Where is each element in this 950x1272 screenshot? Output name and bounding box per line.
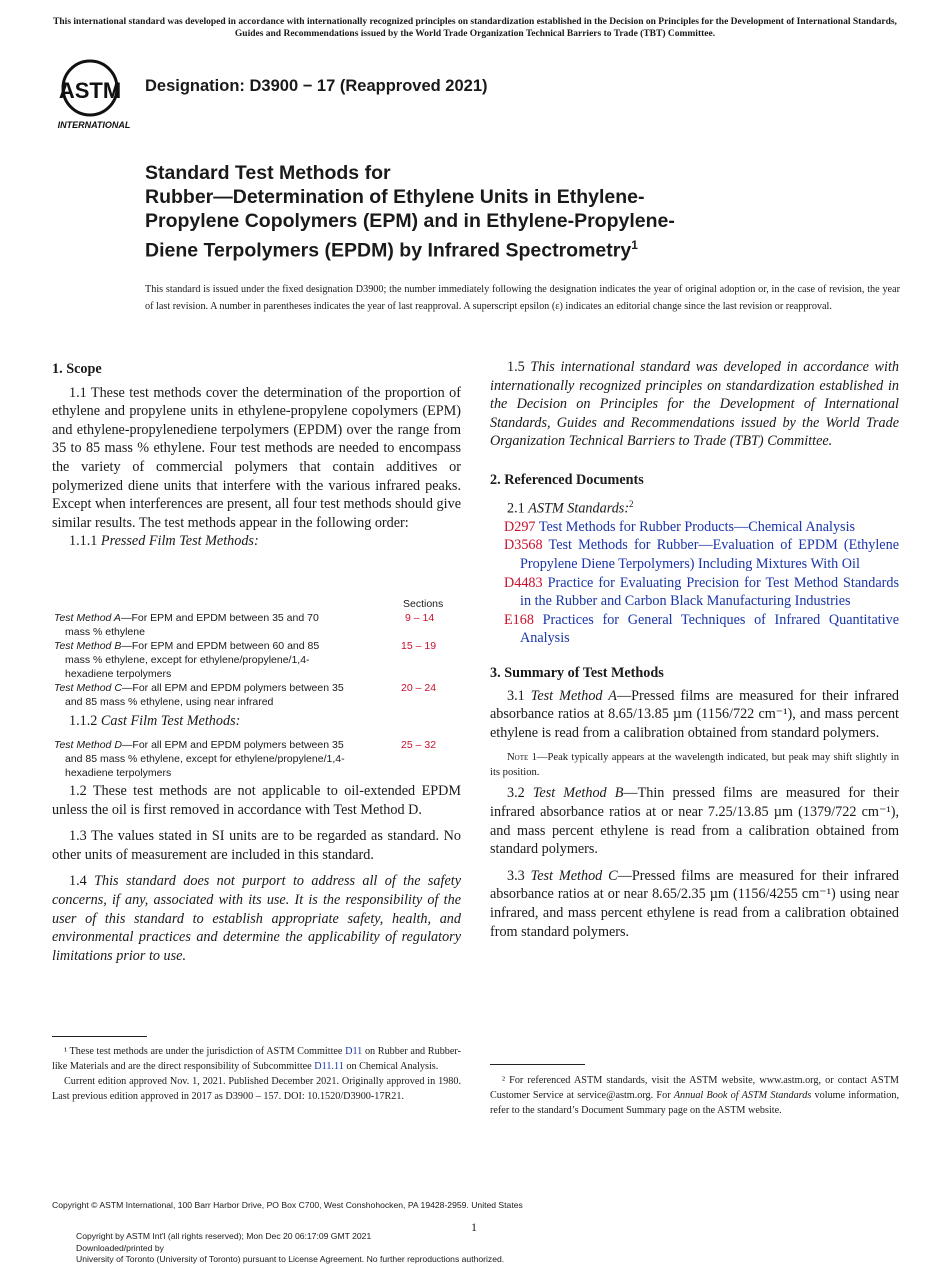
method-d-row: Test Method D—For all EPM and EPDM polymers between 35 and 85 mass % ethylene, except for ethylene/propylene/1,4- hexadiene terpolymers 25 – 32 <box>54 739 437 779</box>
astm-logo <box>54 58 134 132</box>
right-column <box>490 358 899 941</box>
footnote-1: ¹ These test methods are under the jurisdiction of ASTM Committee D11 on Rubber and Rubber-like Materials and are the direct responsibility of Subcommittee D11.11 on Chemical Analysis. Current edition approved Nov. 1, 2021. Published December 2021. Originally approved in 1980. Last previous edition approved in 2017 as D3900 – 157. DOI: 10.1520/D3900-17R21. <box>52 1046 461 1102</box>
summary-heading: 3. Summary of Test Methods <box>490 665 664 682</box>
intro-paragraph: This standard is issued under the fixed designation D3900; the number immediately following the designation indicates the year of original adoption or, in the case of revision, the year of last revision. A number in parentheses indicates the year of last reapproval. A superscript epsilon (ε) indicates an editorial change since the last revision or reapproval. <box>145 284 900 312</box>
referenced-documents-heading: 2. Referenced Documents <box>490 471 644 488</box>
reference-list <box>490 518 899 648</box>
paragraph-1-5: 1.5 This international standard was developed in accordance with internationally recognized principles on standardization established in the Decision on Principles for the Development of International Standards, Guides and Recommendations issued by the World Trade Organization Technical Barriers to Trade (TBT) Committee. <box>490 359 899 450</box>
top-notice: This international standard was developed in accordance with internationally recognized principles on standardization established in the Decision on Principles for the Development of International Standards, Guides and Recommendations issued by the World Trade Organization Technical Barriers to Trade (TBT) Committee. <box>53 17 897 39</box>
paragraph-1-3: 1.3 The values stated in SI units are to be regarded as standard. No other units of measurement are included in this standard. <box>52 828 461 863</box>
paragraph-3-2: 3.2 Test Method B—Thin pressed films are measured for their infrared absorbance ratios at or near 7.25/13.85 µm (1379/722 cm⁻¹), and mass percent ethylene is read from a calibration obtained from standard polymers. <box>490 785 899 858</box>
scope-heading: 1. Scope <box>52 361 102 377</box>
paragraph-1-1: 1.1 These test methods cover the determination of the proportion of ethylene and propylene units in ethylene-propylene copolymers (EPM) and ethylene-propylenediene terpolymers (EPDM) over the range from 35 to 85 mass % ethylene. Four test methods are needed to encompass the variety of commercial polymers that contain additives or polymerized diene units that interfere with the various infrared peaks. Except when interferences are present, all four test methods should give similar results. The test methods appear in the following order: <box>52 384 461 531</box>
page-title: Standard Test Methods for Rubber—Determination of Ethylene Units in Ethylene- Propylene Copolymers (EPM) and in Ethylene-Propylene- Diene Terpolymers (EPDM) by Infrared Spectrometry$^1$ <box>145 162 675 262</box>
paragraph-2-1: 2.1 ASTM Standards:$^2$ <box>507 498 634 517</box>
ref-d3568[interactable]: D3568 Test Methods for Rubber—Evaluation of EPDM (Ethylene Propylene Diene Terpolymers) Including Mixtures With Oil <box>504 537 899 573</box>
note-1: Note 1—Peak typically appears at the wavelength indicated, but peak may shift slightly in its position. <box>490 752 899 779</box>
link-d11-11[interactable]: D11.11 <box>314 1061 344 1072</box>
paragraph-1-4: 1.4 This standard does not purport to address all of the safety concerns, if any, associated with its use. It is the responsibility of the user of this standard to establish appropriate safety, health, and environmental practices and determine the applicability of regulatory limitations prior to use. <box>52 873 461 964</box>
method-c-row: Test Method C—For all EPM and EPDM polymers between 35 and 85 mass % ethylene, using near infrared 20 – 24 <box>54 682 437 708</box>
footnote-2: ² For referenced ASTM standards, visit the ASTM website, www.astm.org, or contact ASTM Customer Service at service@astm.org. For Annual Book of ASTM Standards volume information, refer to the standard’s Document Summary page on the ASTM website. <box>490 1075 899 1116</box>
download-notice: Copyright by ASTM Int'l (all rights reserved); Mon Dec 20 06:17:09 GMT 2021 Downloaded/printed by University of Toronto (University of Toronto) pursuant to License Agreement. No further reproductions authorized. <box>76 1231 505 1264</box>
copyright-line: Copyright © ASTM International, 100 Barr Harbor Drive, PO Box C700, West Conshohocken, PA 19428-2959. United States <box>52 1200 523 1210</box>
method-a-row: Test Method A—For EPM and EPDM between 35 and 70 mass % ethylene 9 – 14 <box>54 612 435 638</box>
footnote-rule-right <box>490 1064 585 1065</box>
title-footnote-mark: 1 <box>631 238 638 252</box>
paragraph-3-3: 3.3 Test Method C—Pressed films are measured for their infrared absorbance ratios at or near 8.65/2.35 µm (1156/4255 cm⁻¹) using near infrared, and mass percent ethylene is read from a calibration obtained from standard polymers. <box>490 867 899 940</box>
paragraph-3-1: 3.1 Test Method A—Pressed films are measured for their infrared absorbance ratios at 8.65/13.85 µm (1156/722 cm⁻¹), and mass percent ethylene is read from a calibration obtained from standard polymers. <box>490 687 899 741</box>
sections-header: Sections <box>403 598 444 610</box>
method-a-sections: 9 – 14 <box>405 612 435 624</box>
paragraph-1-2: 1.2 These test methods are not applicable to oil-extended EPDM unless the oil is first removed in accordance with Test Method D. <box>52 783 461 818</box>
left-column: 1. Scope 1.1 These test methods cover the determination of the proportion of ethylene and propylene units in ethylene-propylene copolymers (EPM) and ethylene-propylenediene terpolymers (EPDM) over the range from 35 to 85 mass % ethylene. Four test methods are needed to encompass the variety of commercial polymers that contain additives or polymerized diene units that interfere with the various infrared peaks. Except when interferences are present, all four test methods should give similar results. The test methods appear in the following order: 1.1.1 Pressed Film Test Methods: <box>52 361 461 550</box>
svg-text:INTERNATIONAL: INTERNATIONAL <box>57 120 131 130</box>
link-d11[interactable]: D11 <box>345 1046 363 1057</box>
left-column-lower <box>52 782 461 965</box>
ref-d4483[interactable]: D4483 Practice for Evaluating Precision for Test Method Standards in the Rubber and Carbon Black Manufacturing Industries <box>504 574 899 610</box>
method-b-row: Test Method B—For EPM and EPDM between 60 and 85 mass % ethylene, except for ethylene/propylene/1,4- hexadiene terpolymers 15 – 19 <box>54 640 437 680</box>
footnote-rule-left <box>52 1036 147 1037</box>
ref-d297[interactable]: D297 Test Methods for Rubber Products—Chemical Analysis <box>504 518 856 535</box>
method-d-sections: 25 – 32 <box>401 739 437 751</box>
ref-e168[interactable]: E168 Practices for General Techniques of Infrared Quantitative Analysis <box>504 611 900 647</box>
svg-text:ASTM: ASTM <box>58 78 122 103</box>
method-b-sections: 15 – 19 <box>401 640 437 652</box>
page-number: 1 <box>471 1220 477 1234</box>
subsection-1-1-2: 1.1.2 Cast Film Test Methods: <box>69 713 241 729</box>
method-c-sections: 20 – 24 <box>401 682 437 694</box>
designation: Designation: D3900 − 17 (Reapproved 2021) <box>145 77 488 95</box>
method-table <box>54 611 454 709</box>
